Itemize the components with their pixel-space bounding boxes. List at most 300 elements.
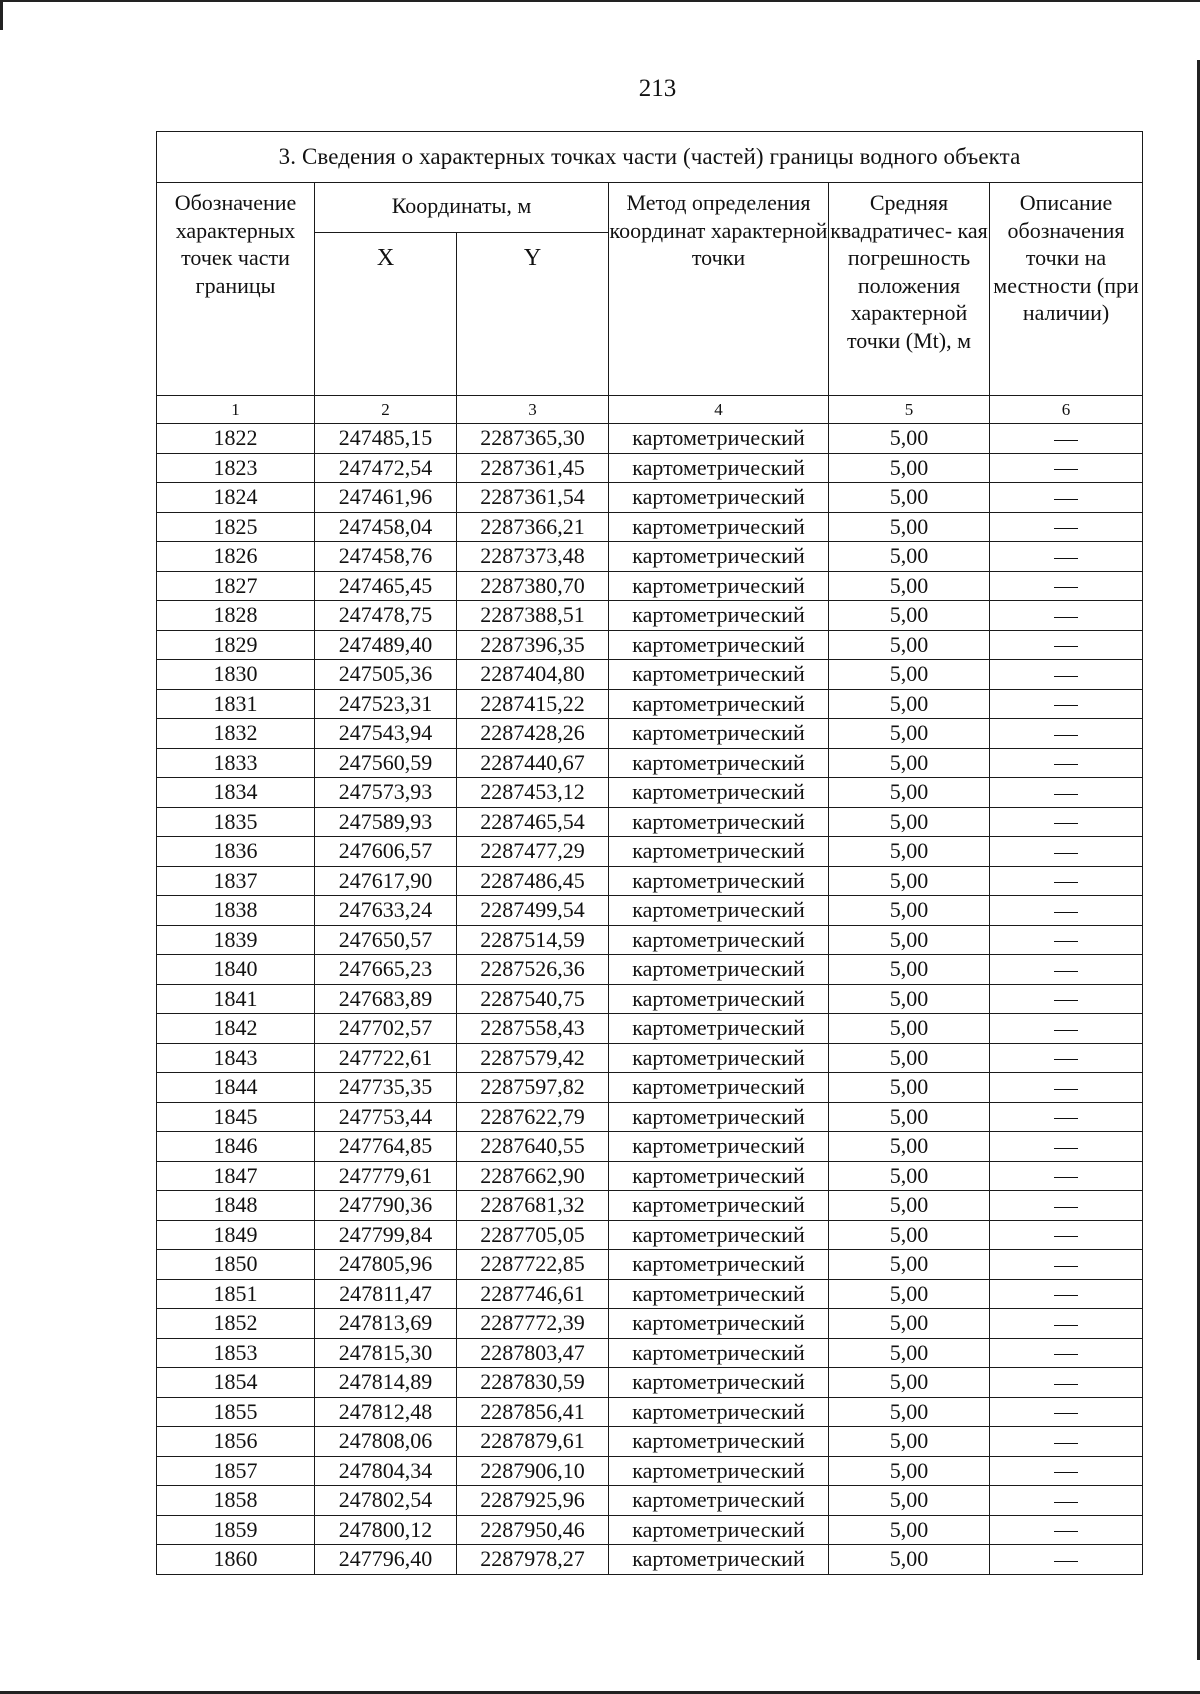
method-cell: картометрический	[609, 571, 829, 601]
point-id-cell: 1831	[157, 689, 315, 719]
description-cell	[990, 424, 1143, 454]
y-coordinate-cell: 2287465,54	[457, 807, 609, 837]
x-coordinate-cell: 247813,69	[315, 1309, 457, 1339]
method-cell: картометрический	[609, 1397, 829, 1427]
table-row	[157, 837, 1143, 867]
x-coordinate-cell: 247633,24	[315, 896, 457, 926]
method-cell: картометрический	[609, 601, 829, 631]
em-dash-icon	[1054, 1266, 1078, 1267]
x-coordinate-cell: 247802,54	[315, 1486, 457, 1516]
column-number: 6	[990, 396, 1143, 424]
y-coordinate-cell: 2287404,80	[457, 660, 609, 690]
table-row	[157, 1486, 1143, 1516]
table-row	[157, 1014, 1143, 1044]
table-row	[157, 1397, 1143, 1427]
y-coordinate-cell: 2287453,12	[457, 778, 609, 808]
x-coordinate-cell: 247458,04	[315, 512, 457, 542]
description-cell	[990, 483, 1143, 513]
table-row	[157, 483, 1143, 513]
point-id-cell: 1857	[157, 1456, 315, 1486]
method-cell: картометрический	[609, 837, 829, 867]
table-row	[157, 896, 1143, 926]
description-cell	[990, 1250, 1143, 1280]
table-row	[157, 1073, 1143, 1103]
method-cell: картометрический	[609, 1309, 829, 1339]
column-number: 2	[315, 396, 457, 424]
y-coordinate-cell: 2287486,45	[457, 866, 609, 896]
x-coordinate-cell: 247753,44	[315, 1102, 457, 1132]
error-cell: 5,00	[829, 1486, 990, 1516]
error-cell: 5,00	[829, 1014, 990, 1044]
table-row	[157, 1309, 1143, 1339]
point-id-cell: 1835	[157, 807, 315, 837]
method-cell: картометрический	[609, 660, 829, 690]
method-cell: картометрический	[609, 453, 829, 483]
error-cell: 5,00	[829, 542, 990, 572]
y-coordinate-cell: 2287428,26	[457, 719, 609, 749]
error-cell: 5,00	[829, 984, 990, 1014]
table-row	[157, 1102, 1143, 1132]
table-row	[157, 1279, 1143, 1309]
x-coordinate-cell: 247683,89	[315, 984, 457, 1014]
header-coordinates: Координаты, м	[315, 183, 609, 233]
method-cell: картометрический	[609, 748, 829, 778]
point-id-cell: 1833	[157, 748, 315, 778]
error-cell: 5,00	[829, 1397, 990, 1427]
table-row	[157, 1250, 1143, 1280]
method-cell: картометрический	[609, 719, 829, 749]
y-coordinate-cell: 2287978,27	[457, 1545, 609, 1575]
page-number: 213	[638, 75, 677, 102]
method-cell: картометрический	[609, 1191, 829, 1221]
description-cell	[990, 984, 1143, 1014]
description-cell	[990, 807, 1143, 837]
column-number: 3	[457, 396, 609, 424]
x-coordinate-cell: 247606,57	[315, 837, 457, 867]
method-cell: картометрический	[609, 1073, 829, 1103]
point-id-cell: 1836	[157, 837, 315, 867]
error-cell: 5,00	[829, 866, 990, 896]
y-coordinate-cell: 2287540,75	[457, 984, 609, 1014]
y-coordinate-cell: 2287361,54	[457, 483, 609, 513]
error-cell: 5,00	[829, 1515, 990, 1545]
point-id-cell: 1850	[157, 1250, 315, 1280]
y-coordinate-cell: 2287388,51	[457, 601, 609, 631]
error-cell: 5,00	[829, 1456, 990, 1486]
table-row	[157, 1043, 1143, 1073]
y-coordinate-cell: 2287622,79	[457, 1102, 609, 1132]
error-cell: 5,00	[829, 630, 990, 660]
method-cell: картометрический	[609, 1102, 829, 1132]
table-row	[157, 984, 1143, 1014]
error-cell: 5,00	[829, 1309, 990, 1339]
method-cell: картометрический	[609, 984, 829, 1014]
x-coordinate-cell: 247799,84	[315, 1220, 457, 1250]
description-cell	[990, 1132, 1143, 1162]
y-coordinate-cell: 2287396,35	[457, 630, 609, 660]
em-dash-icon	[1054, 646, 1078, 647]
boundary-points-table	[156, 131, 1143, 1575]
table-row	[157, 1515, 1143, 1545]
em-dash-icon	[1054, 1000, 1078, 1001]
point-id-cell: 1827	[157, 571, 315, 601]
em-dash-icon	[1054, 1089, 1078, 1090]
y-coordinate-cell: 2287380,70	[457, 571, 609, 601]
method-cell: картометрический	[609, 1279, 829, 1309]
error-cell: 5,00	[829, 837, 990, 867]
table-row	[157, 512, 1143, 542]
table-row	[157, 778, 1143, 808]
em-dash-icon	[1054, 1148, 1078, 1149]
point-id-cell: 1843	[157, 1043, 315, 1073]
x-coordinate-cell: 247543,94	[315, 719, 457, 749]
method-cell: картометрический	[609, 1456, 829, 1486]
point-id-cell: 1847	[157, 1161, 315, 1191]
point-id-cell: 1842	[157, 1014, 315, 1044]
point-id-cell: 1834	[157, 778, 315, 808]
x-coordinate-cell: 247804,34	[315, 1456, 457, 1486]
em-dash-icon	[1054, 1502, 1078, 1503]
point-id-cell: 1823	[157, 453, 315, 483]
error-cell: 5,00	[829, 1220, 990, 1250]
table-row	[157, 1545, 1143, 1575]
y-coordinate-cell: 2287579,42	[457, 1043, 609, 1073]
table-row	[157, 1338, 1143, 1368]
description-cell	[990, 1043, 1143, 1073]
method-cell: картометрический	[609, 1132, 829, 1162]
point-id-cell: 1854	[157, 1368, 315, 1398]
em-dash-icon	[1054, 1059, 1078, 1060]
method-cell: картометрический	[609, 1338, 829, 1368]
em-dash-icon	[1054, 1354, 1078, 1355]
y-coordinate-cell: 2287373,48	[457, 542, 609, 572]
table-row	[157, 630, 1143, 660]
y-coordinate-cell: 2287440,67	[457, 748, 609, 778]
column-number: 5	[829, 396, 990, 424]
description-cell	[990, 571, 1143, 601]
error-cell: 5,00	[829, 1191, 990, 1221]
error-cell: 5,00	[829, 483, 990, 513]
point-id-cell: 1837	[157, 866, 315, 896]
description-cell	[990, 1161, 1143, 1191]
description-cell	[990, 896, 1143, 926]
table-row	[157, 748, 1143, 778]
point-id-cell: 1839	[157, 925, 315, 955]
description-cell	[990, 1191, 1143, 1221]
y-coordinate-cell: 2287830,59	[457, 1368, 609, 1398]
column-number: 4	[609, 396, 829, 424]
em-dash-icon	[1054, 912, 1078, 913]
y-coordinate-cell: 2287803,47	[457, 1338, 609, 1368]
x-coordinate-cell: 247800,12	[315, 1515, 457, 1545]
header-description: Описание обозначения точки на местности (при наличии)	[990, 183, 1143, 396]
em-dash-icon	[1054, 705, 1078, 706]
em-dash-icon	[1054, 1413, 1078, 1414]
description-cell	[990, 1279, 1143, 1309]
em-dash-icon	[1054, 587, 1078, 588]
x-coordinate-cell: 247458,76	[315, 542, 457, 572]
description-cell	[990, 1220, 1143, 1250]
table-row	[157, 660, 1143, 690]
error-cell: 5,00	[829, 748, 990, 778]
description-cell	[990, 778, 1143, 808]
method-cell: картометрический	[609, 778, 829, 808]
x-coordinate-cell: 247472,54	[315, 453, 457, 483]
y-coordinate-cell: 2287906,10	[457, 1456, 609, 1486]
em-dash-icon	[1054, 1531, 1078, 1532]
description-cell	[990, 453, 1143, 483]
method-cell: картометрический	[609, 1250, 829, 1280]
column-number: 1	[157, 396, 315, 424]
x-coordinate-cell: 247805,96	[315, 1250, 457, 1280]
y-coordinate-cell: 2287415,22	[457, 689, 609, 719]
header-y: Y	[457, 233, 609, 396]
em-dash-icon	[1054, 1472, 1078, 1473]
em-dash-icon	[1054, 1118, 1078, 1119]
x-coordinate-cell: 247812,48	[315, 1397, 457, 1427]
method-cell: картометрический	[609, 1161, 829, 1191]
error-cell: 5,00	[829, 1279, 990, 1309]
em-dash-icon	[1054, 941, 1078, 942]
x-coordinate-cell: 247702,57	[315, 1014, 457, 1044]
point-id-cell: 1829	[157, 630, 315, 660]
y-coordinate-cell: 2287366,21	[457, 512, 609, 542]
point-id-cell: 1858	[157, 1486, 315, 1516]
table-row	[157, 1161, 1143, 1191]
y-coordinate-cell: 2287746,61	[457, 1279, 609, 1309]
point-id-cell: 1845	[157, 1102, 315, 1132]
error-cell: 5,00	[829, 601, 990, 631]
error-cell: 5,00	[829, 1427, 990, 1457]
error-cell: 5,00	[829, 807, 990, 837]
x-coordinate-cell: 247665,23	[315, 955, 457, 985]
method-cell: картометрический	[609, 1368, 829, 1398]
error-cell: 5,00	[829, 453, 990, 483]
description-cell	[990, 1073, 1143, 1103]
point-id-cell: 1841	[157, 984, 315, 1014]
description-cell	[990, 1427, 1143, 1457]
x-coordinate-cell: 247808,06	[315, 1427, 457, 1457]
em-dash-icon	[1054, 1207, 1078, 1208]
method-cell: картометрический	[609, 483, 829, 513]
header-error: Средняя квадратичес- кая погрешность положения характерной точки (Mt), м	[829, 183, 990, 396]
method-cell: картометрический	[609, 1220, 829, 1250]
header-method: Метод определения координат характерной точки	[609, 183, 829, 396]
method-cell: картометрический	[609, 955, 829, 985]
description-cell	[990, 1486, 1143, 1516]
x-coordinate-cell: 247796,40	[315, 1545, 457, 1575]
error-cell: 5,00	[829, 1368, 990, 1398]
error-cell: 5,00	[829, 896, 990, 926]
error-cell: 5,00	[829, 778, 990, 808]
error-cell: 5,00	[829, 571, 990, 601]
description-cell	[990, 1368, 1143, 1398]
em-dash-icon	[1054, 1443, 1078, 1444]
table-row	[157, 424, 1143, 454]
em-dash-icon	[1054, 528, 1078, 529]
y-coordinate-cell: 2287365,30	[457, 424, 609, 454]
description-cell	[990, 1545, 1143, 1575]
error-cell: 5,00	[829, 1338, 990, 1368]
y-coordinate-cell: 2287597,82	[457, 1073, 609, 1103]
table-row	[157, 719, 1143, 749]
method-cell: картометрический	[609, 630, 829, 660]
x-coordinate-cell: 247461,96	[315, 483, 457, 513]
method-cell: картометрический	[609, 1427, 829, 1457]
column-number-row	[157, 396, 1143, 424]
y-coordinate-cell: 2287925,96	[457, 1486, 609, 1516]
scan-edge-left	[0, 0, 3, 30]
method-cell: картометрический	[609, 896, 829, 926]
x-coordinate-cell: 247650,57	[315, 925, 457, 955]
em-dash-icon	[1054, 617, 1078, 618]
point-id-cell: 1844	[157, 1073, 315, 1103]
error-cell: 5,00	[829, 424, 990, 454]
description-cell	[990, 866, 1143, 896]
description-cell	[990, 660, 1143, 690]
error-cell: 5,00	[829, 1043, 990, 1073]
y-coordinate-cell: 2287640,55	[457, 1132, 609, 1162]
point-id-cell: 1851	[157, 1279, 315, 1309]
point-id-cell: 1830	[157, 660, 315, 690]
method-cell: картометрический	[609, 807, 829, 837]
description-cell	[990, 925, 1143, 955]
point-id-cell: 1840	[157, 955, 315, 985]
point-id-cell: 1848	[157, 1191, 315, 1221]
y-coordinate-cell: 2287361,45	[457, 453, 609, 483]
em-dash-icon	[1054, 676, 1078, 677]
description-cell	[990, 601, 1143, 631]
point-id-cell: 1846	[157, 1132, 315, 1162]
table-row	[157, 1191, 1143, 1221]
em-dash-icon	[1054, 440, 1078, 441]
x-coordinate-cell: 247815,30	[315, 1338, 457, 1368]
em-dash-icon	[1054, 823, 1078, 824]
error-cell: 5,00	[829, 955, 990, 985]
point-id-cell: 1828	[157, 601, 315, 631]
em-dash-icon	[1054, 1177, 1078, 1178]
y-coordinate-cell: 2287514,59	[457, 925, 609, 955]
method-cell: картометрический	[609, 1515, 829, 1545]
header-x: X	[315, 233, 457, 396]
table-row	[157, 807, 1143, 837]
error-cell: 5,00	[829, 1073, 990, 1103]
table-row	[157, 689, 1143, 719]
description-cell	[990, 719, 1143, 749]
em-dash-icon	[1054, 1325, 1078, 1326]
point-id-cell: 1849	[157, 1220, 315, 1250]
y-coordinate-cell: 2287558,43	[457, 1014, 609, 1044]
x-coordinate-cell: 247764,85	[315, 1132, 457, 1162]
method-cell: картометрический	[609, 1043, 829, 1073]
x-coordinate-cell: 247589,93	[315, 807, 457, 837]
em-dash-icon	[1054, 735, 1078, 736]
description-cell	[990, 1309, 1143, 1339]
description-cell	[990, 1456, 1143, 1486]
method-cell: картометрический	[609, 866, 829, 896]
point-id-cell: 1856	[157, 1427, 315, 1457]
description-cell	[990, 1014, 1143, 1044]
error-cell: 5,00	[829, 1132, 990, 1162]
y-coordinate-cell: 2287950,46	[457, 1515, 609, 1545]
em-dash-icon	[1054, 853, 1078, 854]
point-id-cell: 1825	[157, 512, 315, 542]
table-row	[157, 955, 1143, 985]
table-body	[157, 424, 1143, 1575]
table-row	[157, 1132, 1143, 1162]
em-dash-icon	[1054, 1384, 1078, 1385]
point-id-cell: 1853	[157, 1338, 315, 1368]
y-coordinate-cell: 2287662,90	[457, 1161, 609, 1191]
table-row	[157, 866, 1143, 896]
table-row	[157, 601, 1143, 631]
description-cell	[990, 748, 1143, 778]
point-id-cell: 1852	[157, 1309, 315, 1339]
table-row	[157, 1456, 1143, 1486]
description-cell	[990, 837, 1143, 867]
method-cell: картометрический	[609, 925, 829, 955]
x-coordinate-cell: 247790,36	[315, 1191, 457, 1221]
error-cell: 5,00	[829, 689, 990, 719]
x-coordinate-cell: 247573,93	[315, 778, 457, 808]
point-id-cell: 1832	[157, 719, 315, 749]
y-coordinate-cell: 2287879,61	[457, 1427, 609, 1457]
x-coordinate-cell: 247478,75	[315, 601, 457, 631]
method-cell: картометрический	[609, 512, 829, 542]
em-dash-icon	[1054, 882, 1078, 883]
y-coordinate-cell: 2287526,36	[457, 955, 609, 985]
y-coordinate-cell: 2287856,41	[457, 1397, 609, 1427]
em-dash-icon	[1054, 1030, 1078, 1031]
y-coordinate-cell: 2287499,54	[457, 896, 609, 926]
x-coordinate-cell: 247465,45	[315, 571, 457, 601]
method-cell: картометрический	[609, 689, 829, 719]
y-coordinate-cell: 2287722,85	[457, 1250, 609, 1280]
description-cell	[990, 542, 1143, 572]
x-coordinate-cell: 247523,31	[315, 689, 457, 719]
error-cell: 5,00	[829, 1102, 990, 1132]
x-coordinate-cell: 247722,61	[315, 1043, 457, 1073]
y-coordinate-cell: 2287477,29	[457, 837, 609, 867]
point-id-cell: 1824	[157, 483, 315, 513]
x-coordinate-cell: 247489,40	[315, 630, 457, 660]
point-id-cell: 1859	[157, 1515, 315, 1545]
point-id-cell: 1860	[157, 1545, 315, 1575]
y-coordinate-cell: 2287705,05	[457, 1220, 609, 1250]
description-cell	[990, 689, 1143, 719]
description-cell	[990, 1338, 1143, 1368]
method-cell: картометрический	[609, 1486, 829, 1516]
description-cell	[990, 630, 1143, 660]
x-coordinate-cell: 247779,61	[315, 1161, 457, 1191]
method-cell: картометрический	[609, 542, 829, 572]
table-row	[157, 453, 1143, 483]
description-cell	[990, 1102, 1143, 1132]
error-cell: 5,00	[829, 925, 990, 955]
point-id-cell: 1838	[157, 896, 315, 926]
em-dash-icon	[1054, 1236, 1078, 1237]
x-coordinate-cell: 247505,36	[315, 660, 457, 690]
table-row	[157, 1427, 1143, 1457]
error-cell: 5,00	[829, 1250, 990, 1280]
description-cell	[990, 512, 1143, 542]
point-id-cell: 1826	[157, 542, 315, 572]
description-cell	[990, 955, 1143, 985]
error-cell: 5,00	[829, 1545, 990, 1575]
error-cell: 5,00	[829, 1161, 990, 1191]
method-cell: картометрический	[609, 424, 829, 454]
em-dash-icon	[1054, 971, 1078, 972]
